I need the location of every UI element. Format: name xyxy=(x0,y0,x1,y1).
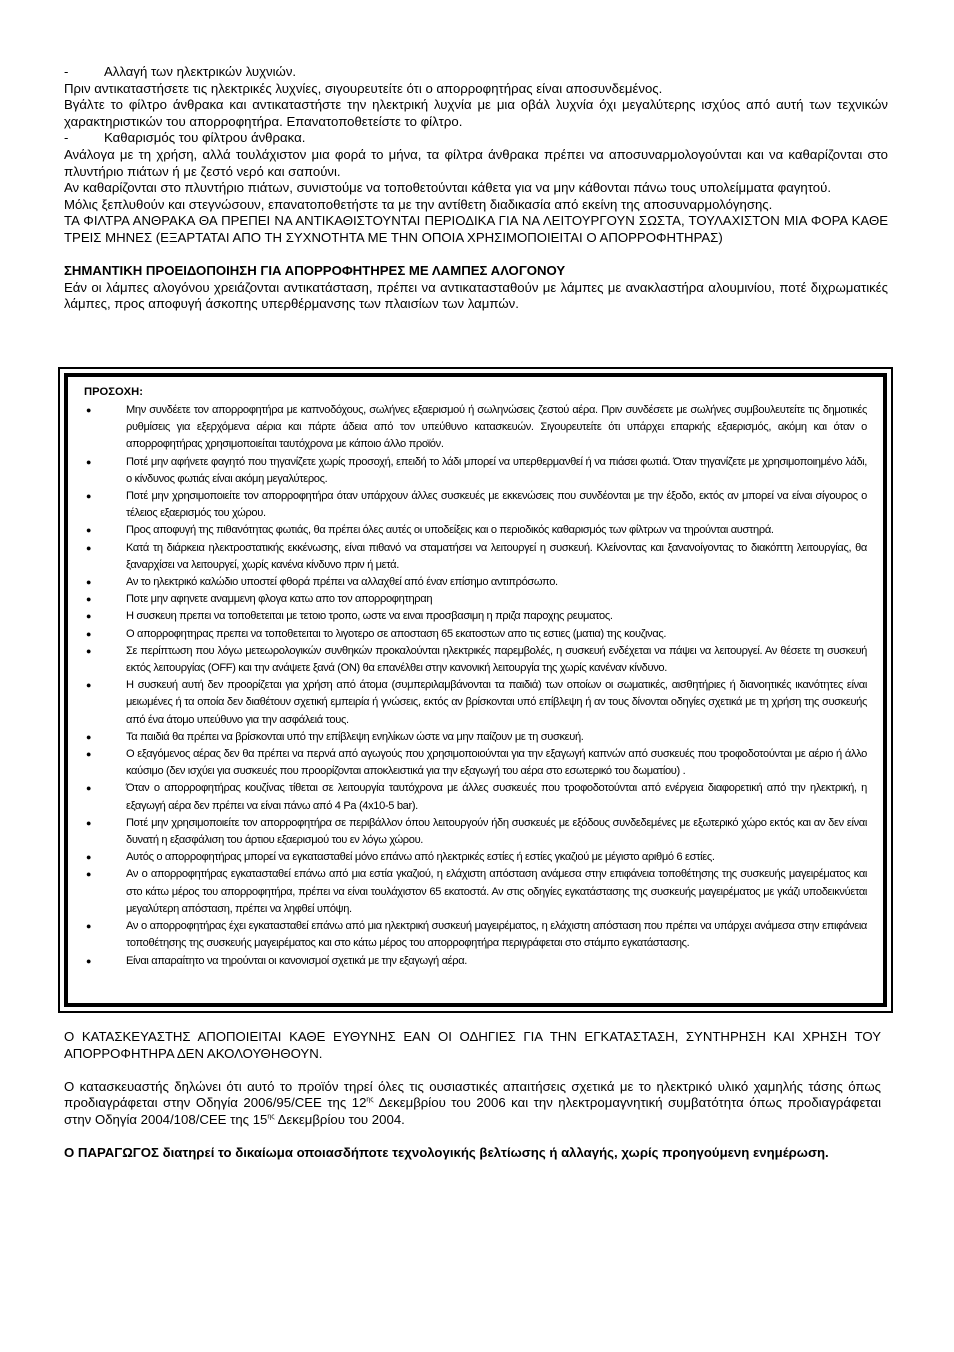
warning-item-text: Τα παιδιά θα πρέπει να βρίσκονται υπό την επίβλεψη ενηλίκων ώστε να μην παίζουν με τη συσκευή. xyxy=(126,730,584,743)
filter-cleaning-p2: Αν καθαρίζονται στο πλυντήριο πιάτων, συνιστούμε να τοποθετούνται κάθετα για να μην κάθονται πάνω τους υπολείμματα φαγητού. xyxy=(64,180,831,196)
bullet-icon: ● xyxy=(86,731,92,742)
warning-item xyxy=(84,488,867,522)
warning-box xyxy=(84,385,867,970)
warning-item-text: Ποτέ μην χρησιμοποιείτε τον απορροφητήρα όταν υπάρχουν άλλες συσκευές με εκκενώσεις που συνδέονται με την έξοδο, εκτός αν μπορεί να είναι σίγουρος ο τέλειος εξαερισμός του χώρου. xyxy=(126,490,867,520)
ordinal-suffix: ης xyxy=(366,1096,374,1104)
warning-item-text: Μην συνδέετε τον απορροφητήρα με καπνοδόχους, σωλήνες εξαερισμού ή σωληνώσεις ζεστού αέρα. Πριν συνδέσετε με σωλήνες συμβουλευτείτε τις δημοτικές ρυθμίσεις για εξερχόμενα αέρια και πάρτε άδεια από τον υπεύθυνο κατασκευών. Σιγουρευτείτε ότι υπάρχει επαρκής εξαερισμός, ακόμη και όταν ο απορροφητήρας χρησιμοποιείται ταυτόχρονα με κάποιο άλλο προϊόν. xyxy=(126,404,867,451)
warning-item-text: Ποτε μην αφηνετε αναμμενη φλογα κατω απο τον απορροφητηραη xyxy=(126,593,433,606)
warning-item xyxy=(84,574,867,591)
warning-item xyxy=(84,608,867,625)
warning-item xyxy=(84,677,867,729)
bullet-icon: ● xyxy=(86,749,92,760)
warning-item xyxy=(84,729,867,746)
warning-item xyxy=(84,849,867,866)
warning-item-text: Όταν ο απορροφητήρας κουζίνας τίθεται σε λειτουργία ταυτόχρονα με άλλες συσκευές που τροφοδοτούνται από ενέργεια διαφορετική από την ηλεκτρική, η εξαγωγή αέρα δεν πρέπει να είναι πάνω από 4 Pa (4x10-5 bar). xyxy=(126,782,867,812)
bullet-icon: ● xyxy=(86,491,92,502)
filter-cleaning-title: Καθαρισμός του φίλτρου άνθρακα. xyxy=(104,130,306,146)
warning-item xyxy=(84,591,867,608)
warning-item-text: Προς αποφυγή της πιθανότητας φωτιάς, θα πρέπει όλες αυτές οι υποδείξεις και ο περιοδικός καθαρισμός των φίλτρων να τηρούνται αυστηρά. xyxy=(126,524,774,537)
filter-cleaning-heading xyxy=(64,130,888,147)
bullet-icon: ● xyxy=(86,869,92,880)
bullet-icon: ● xyxy=(86,611,92,622)
filter-cleaning-p3: Μόλις ξεπλυθούν και στεγνώσουν, επανατοποθετήστε τα με την αντίθετη διαδικασία από εκείνη της αποσυναρμολόγησης. xyxy=(64,196,773,212)
bullet-icon: ● xyxy=(86,955,92,966)
declaration-part-2: Δεκεμβρίου του 2006 και την ηλεκτρομαγνητική συμβατότητα όπως προδιαγράφεται στην Οδηγία 2004/108/CEE της 15 xyxy=(64,1095,881,1127)
ordinal-suffix: ης xyxy=(267,1113,275,1121)
warning-item-text: Είναι απαραίτητο να τηρούνται οι κανονισμοί σχετικά με την εξαγωγή αέρα. xyxy=(126,954,467,967)
footer-section xyxy=(64,1029,881,1162)
warning-item xyxy=(84,402,867,454)
bullet-icon: ● xyxy=(86,577,92,588)
bullet-icon: ● xyxy=(86,783,92,794)
warning-title: ΠΡΟΣΟΧΗ: xyxy=(84,386,143,398)
filter-cleaning-p1: Ανάλογα με τη χρήση, αλλά τουλάχιστον μια φορά το μήνα, τα φίλτρα άνθρακα πρέπει να αποσυναρμολογούνται και να καθαρίζονται στο πλυντήριο πιάτων ή με ζεστό νερό και σαπούνι. xyxy=(64,146,888,179)
warning-list xyxy=(84,402,867,970)
bullet-icon: ● xyxy=(86,817,92,828)
dash-marker: - xyxy=(64,130,69,146)
warning-item xyxy=(84,953,867,970)
warning-item xyxy=(84,815,867,849)
warning-item xyxy=(84,454,867,488)
declaration-part-1: Ο κατασκευαστής δηλώνει ότι αυτό το προϊόν τηρεί όλες τις ουσιαστικές απαιτήσεις σχετικά με το ηλεκτρικό υλικό χαμηλής τάσης όπως προδιαγράφεται στην Οδηγία 2006/95/CEE της 12 xyxy=(64,1078,881,1111)
dash-marker: - xyxy=(64,64,69,79)
warning-item-text: Η συσκευη πρεπει να τοποθετειται με τετοιο τροπο, ωστε να ειναι προσβασιμη η πριζα παροχης ρευματος. xyxy=(126,610,613,623)
warning-item xyxy=(84,918,867,952)
lamp-change-title: Αλλαγή των ηλεκτρικών λυχνιών. xyxy=(104,64,297,79)
bullet-icon: ● xyxy=(86,456,92,467)
filter-replacement-notice: ΤΑ ΦΙΛΤΡΑ ΑΝΘΡΑΚΑ ΘΑ ΠΡΕΠΕΙ ΝΑ ΑΝΤΙΚΑΘΙΣΤΟΥΝΤΑΙ ΠΕΡΙΟΔΙΚΑ ΓΙΑ ΝΑ ΛΕΙΤΟΥΡΓΟΥΝ ΣΩΣΤΑ, ΤΟΥΛΑΧΙΣΤΟΝ ΜΙΑ ΦΟΡΑ ΚΑΘΕ ΤΡΕΙΣ ΜΗΝΕΣ (ΕΞΑΡΤΑΤΑΙ ΑΠΟ ΤΗ ΣΥΧΝΟΤΗΤΑ ΜΕ ΤΗΝ ΟΠΟΙΑ ΧΡΗΣΙΜΟΠΟΙΕΙΤΑΙ Ο ΑΠΟΡΡΟΦΗΤΗΡΑΣ) xyxy=(64,213,888,245)
warning-item-text: Η συσκευή αυτή δεν προορίζεται για χρήση από άτομα (συμπεριλαμβάνονται τα παιδιά) των οποίων οι σωματικές, αισθητήριες ή διανοητικές ικανότητες είναι μειωμένες ή τα οποία δεν διαθέτουν σχετική εμπειρία ή γνώσεις, εκτός αν βρίσκονται υπό επίβλεψη ή αν τους δίνονται οδηγίες σχετικά με τη χρήση της συσκευής από ένα άτομο υπεύθυνο για την ασφάλειά τους. xyxy=(126,679,867,726)
lamp-change-heading xyxy=(64,64,888,81)
warning-item-text: Αν ο απορροφητήρας έχει εγκατασταθεί επάνω από μια ηλεκτρική συσκευή μαγειρέματος, η ελάχιστη απόσταση που πρέπει να υπάρχει ανάμεσα στην επιφάνεια τοποθέτησης της συσκευής μαγειρέματος και στο κάτω μέρος του απορροφητήρα περιγράφεται στο στάμπο εγκατάστασης. xyxy=(126,920,867,950)
bullet-icon: ● xyxy=(86,542,92,553)
instructions-section xyxy=(64,64,888,313)
bullet-icon: ● xyxy=(86,594,92,605)
warning-item-text: Ποτέ μην χρησιμοποιείτε τον απορροφητήρα σε περιβάλλον όπου λειτουργούν ήδη συσκευές με εξόδους συνδεδεμένες με εξωτερικό χώρο εκτός και αν δεν είναι δυνατή η εξασφάλιση του άρτιου εξαερισμού του εν λόγω χώρου. xyxy=(126,816,867,847)
bullet-icon: ● xyxy=(86,628,92,639)
warning-item xyxy=(84,746,867,780)
warning-item-text: Ο απορροφητηρας πρεπει να τοποθετειται το λιγοτερο σε αποσταση 65 εκατοστων απο τις εστιες (ματια) της κουζινας. xyxy=(126,627,667,640)
warning-item xyxy=(84,522,867,539)
halogen-warning-text: Εάν οι λάμπες αλογόνου χρειάζονται αντικατάσταση, πρέπει να αντικατασταθούν με λάμπες με ανακλαστήρα αλουμινίου, ποτέ διχρωματικές λάμπες, προς αποφυγή άσκοπης υπερθέρμανσης των πλαισίων των λαμπών. xyxy=(64,279,888,312)
warning-item xyxy=(84,626,867,643)
warning-item-text: Ποτέ μην αφήνετε φαγητό που τηγανίζετε χωρίς προσοχή, επειδή το λάδι μπορεί να υπερθερμανθεί ή να πιάσει φωτιά. Όταν τηγανίζετε με χρησιμοποιημένο λάδι, ο κίνδυνος φωτιάς είναι ακόμη μεγαλύτερος. xyxy=(126,455,867,485)
lamp-change-p2: Βγάλτε το φίλτρο άνθρακα και αντικαταστήστε την ηλεκτρική λυχνία με μια οβάλ λυχνία όχι μεγαλύτερης ισχύος από αυτή των τεχνικών χαρακτηριστικών του απορροφητήρα. Επανατοποθετείστε το φίλτρο. xyxy=(64,97,888,129)
bullet-icon: ● xyxy=(86,921,92,932)
halogen-warning-title: ΣΗΜΑΝΤΙΚΗ ΠΡΟΕΙΔΟΠΟΙΗΣΗ ΓΙΑ ΑΠΟΡΡΟΦΗΤΗΡΕΣ ΜΕ ΛΑΜΠΕΣ ΑΛΟΓΟΝΟΥ xyxy=(64,263,566,279)
declaration-part-3: Δεκεμβρίου του 2004. xyxy=(274,1111,405,1127)
manufacturer-rights: Ο ΠΑΡΑΓΩΓΟΣ διατηρεί το δικαίωμα οποιασδήποτε τεχνολογικής βελτίωσης ή αλλαγής, χωρίς προηγούμενη ενημέρωση. xyxy=(64,1145,829,1161)
bullet-icon: ● xyxy=(86,525,92,536)
warning-item-text: Κατά τη διάρκεια ηλεκτροστατικής εκκένωσης, είναι πιθανό να σταματήσει να λειτουργεί η συσκευή. Κλείνοντας και ξανανοίγοντας το διακόπτη λειτουργίας, θα ξαναρχίσει να λειτουργεί, χωρίς κανένα κίνδυνο πριν ή μετά. xyxy=(126,541,867,571)
warning-item xyxy=(84,780,867,814)
warning-item-text: Αν ο απορροφητήρας εγκατασταθεί επάνω από μια εστία γκαζιού, η ελάχιστη απόσταση ανάμεσα στην επιφάνεια τοποθέτησης της συσκευής μαγειρέματος και στο κάτω μέρος του απορροφητήρα, πρέπει να είναι τουλάχιστον 65 εκατοστά. Αν στις οδηγίες εγκατάστασης της συσκευής μαγειρέματος με γκάζι υποδεικνύεται μεγαλύτερη απόσταση, πρέπει να ληφθεί υπόψη. xyxy=(126,868,867,915)
warning-item-text: Ο εξαγόμενος αέρας δεν θα πρέπει να περνά από αγωγούς που χρησιμοποιούνται για την εξαγωγή καπνών από συσκευές που τροφοδοτούνται με αέριο ή άλλο καύσιμο (δεν ισχύει για συσκευές που προορίζονται αποκλειστικά για την εξαγωγή του αέρα στο εσωτερικό του δωματίου) . xyxy=(126,748,867,778)
lamp-change-p1: Πριν αντικαταστήσετε τις ηλεκτρικές λυχνίες, σιγουρευτείτε ότι ο απορροφητήρας είναι αποσυνδεμένος. xyxy=(64,80,663,96)
bullet-icon: ● xyxy=(86,680,92,691)
warning-item-text: Αυτός ο απορροφητήρας μπορεί να εγκατασταθεί μόνο επάνω από ηλεκτρικές εστίες ή εστίες γκαζιού με μέγιστο αριθμό 6 εστίες. xyxy=(126,851,715,864)
liability-disclaimer: Ο ΚΑΤΑΣΚΕΥΑΣΤΗΣ ΑΠΟΠΟΙΕΙΤΑΙ ΚΑΘΕ ΕΥΘΥΝΗΣ ΕΑΝ ΟΙ ΟΔΗΓΙΕΣ ΓΙΑ ΤΗΝ ΕΓΚΑΤΑΣΤΑΣΗ, ΣΥΝΤΗΡΗΣΗ ΚΑΙ ΧΡΗΣΗ ΤΟΥ ΑΠΟΡΡΟΦΗΤΗΡΑ ΔΕΝ ΑΚΟΛΟΥΘΗΘΟΥΝ. xyxy=(64,1029,881,1061)
warning-item-text: Αν το ηλεκτρικό καλώδιο υποστεί φθορά πρέπει να αλλαχθεί από έναν επίσημο αντιπρόσωπο. xyxy=(126,576,558,589)
bullet-icon: ● xyxy=(86,405,92,415)
bullet-icon: ● xyxy=(86,645,92,656)
bullet-icon: ● xyxy=(86,852,92,863)
warning-item xyxy=(84,540,867,574)
warning-item-text: Σε περίπτωση που λόγω μετεωρολογικών συνθηκών προκαλούνται ηλεκτρικές παρεμβολές, η συσκευή ενδέχεται να πάψει να λειτουργεί. Αν θέσετε τη συσκευή εκτός λειτουργίας (OFF) και την ανάψετε ξανά (ON) θα επανέλθει στην κανονική λειτουργία της χωρίς κανέναν κίνδυνο. xyxy=(126,644,867,675)
warning-item xyxy=(84,643,867,677)
conformity-declaration xyxy=(64,1079,881,1129)
warning-item xyxy=(84,866,867,918)
